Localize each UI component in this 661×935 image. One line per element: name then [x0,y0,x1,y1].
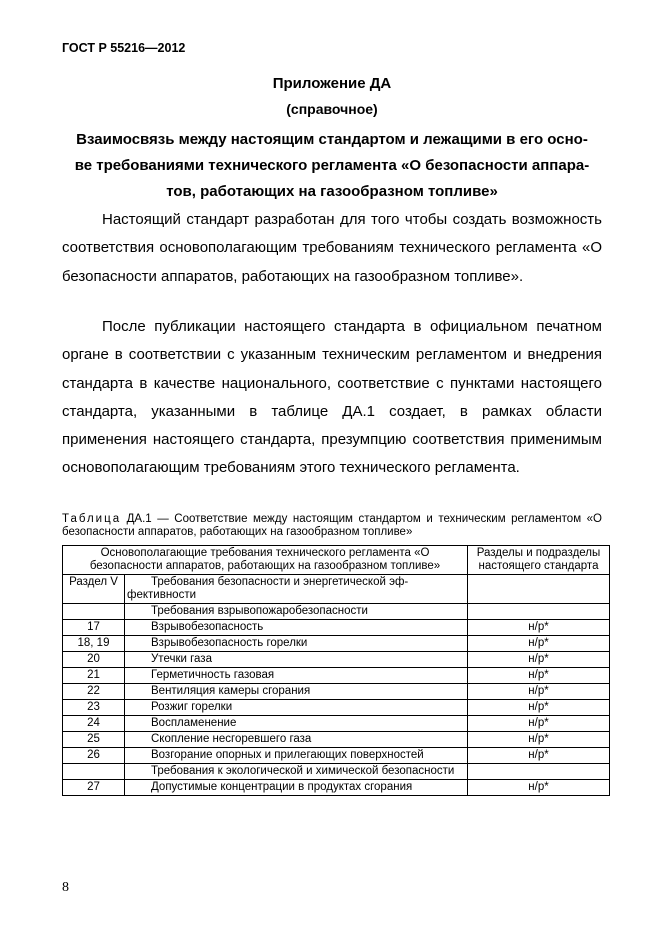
table-cell-requirement [125,684,468,700]
table-cell-standard-reference: н/р* [468,780,610,796]
table-cell-standard-reference: н/р* [468,636,610,652]
table-row [63,604,610,620]
table-header-requirements: Основополагающие требования технического регламента «О безопасности аппаратов, работающих на газообразном топливе» [63,546,468,575]
table-cell-requirement [125,780,468,796]
requirement-text: Возгорание опорных и прилегающих поверхностей [151,749,424,761]
table-caption-label: Таблица [62,513,122,525]
table-cell-requirement [125,748,468,764]
table-body [63,575,610,796]
table-cell-requirement [125,716,468,732]
correspondence-table [62,545,610,796]
table-cell-standard-reference [468,764,610,780]
table-cell-requirement [125,575,468,604]
table-row [63,668,610,684]
table-caption-text: ДА.1 — Соответствие между настоящим стандартом и техническим регламентом «О безопасности аппаратов, работающих на газообразном топливе» [62,513,602,538]
table-row [63,780,610,796]
requirement-text: Допустимые концентрации в продуктах сгорания [151,781,413,793]
table-caption [62,513,602,539]
table-cell-section: 20 [63,652,125,668]
table-cell-requirement [125,652,468,668]
table-cell-standard-reference: н/р* [468,732,610,748]
table-cell-section: 18, 19 [63,636,125,652]
table-header-sections: Разделы и подразделы настоящего стандарта [468,546,610,575]
appendix-heading-line: ве требованиями технического регламента «О безопасности аппара- [74,157,590,174]
table-cell-requirement [125,604,468,620]
table-header-row [63,546,610,575]
appendix-heading [62,127,602,205]
table-cell-standard-reference [468,575,610,604]
table-row [63,716,610,732]
table-cell-standard-reference: н/р* [468,684,610,700]
table-cell-section [63,604,125,620]
table-cell-requirement [125,636,468,652]
requirement-text: Требования к экологической и химической безопасности [151,765,455,777]
requirement-text: Утечки газа [151,653,212,665]
appendix-subtitle: (справочное) [286,101,378,117]
table-row [63,700,610,716]
table-row [63,652,610,668]
table-cell-requirement [125,620,468,636]
table-cell-section: 22 [63,684,125,700]
table-cell-standard-reference [468,604,610,620]
requirement-text: Герметичность газовая [151,669,275,681]
page-number: 8 [62,880,69,895]
table-row [63,764,610,780]
requirement-text: Требования взрывопожаробезопасности [151,605,368,617]
document-code: ГОСТ Р 55216—2012 [62,41,186,55]
table-row [63,748,610,764]
appendix-heading-line: тов, работающих на газообразном топливе» [166,183,498,200]
table-row [63,684,610,700]
table-cell-requirement [125,764,468,780]
requirement-text: Воспламенение [151,717,237,729]
requirement-text: Скопление несгоревшего газа [151,733,312,745]
table-cell-section: 23 [63,700,125,716]
table-cell-section [63,764,125,780]
table-row [63,732,610,748]
table-cell-standard-reference: н/р* [468,748,610,764]
paragraph-purpose: Настоящий стандарт разработан для того чтобы создать возможность соответствия основополагающим требованиям технического регламента «О безопасности аппаратов, работающих на газообразном топливе». [62,211,602,285]
table-cell-section: 21 [63,668,125,684]
table-cell-standard-reference: н/р* [468,620,610,636]
requirement-text: Взрывобезопасность [151,621,264,633]
table-cell-requirement [125,700,468,716]
table-row [63,620,610,636]
table-row [63,636,610,652]
table-cell-requirement [125,668,468,684]
table-cell-requirement [125,732,468,748]
appendix-title: Приложение ДА [272,75,392,92]
table-cell-section: 26 [63,748,125,764]
requirement-text: Требования безопасности и энергетической эффективности [127,576,409,601]
paragraph-presumption: После публикации настоящего стандарта в официальном печатном органе в соответствии с указанным техническим регламентом и внедрения стандарта в качестве национального, соответствие с пунктами настоящего стандарта, указанными в таблице ДА.1 создает, в рамках области применения настоящего стандарта, презумпцию соответствия применимым основополагающим требованиям этого технического регламента. [62,318,602,477]
requirement-text: Розжиг горелки [151,701,233,713]
table-cell-standard-reference: н/р* [468,652,610,668]
table-cell-section: 17 [63,620,125,636]
table-cell-standard-reference: н/р* [468,716,610,732]
table-cell-section: 24 [63,716,125,732]
table-cell-section: Раздел V [63,575,125,604]
table-row [63,575,610,604]
table-cell-section: 25 [63,732,125,748]
table-cell-section: 27 [63,780,125,796]
requirement-text: Вентиляция камеры сгорания [151,685,311,697]
requirement-text: Взрывобезопасность горелки [151,637,308,649]
appendix-heading-line: Взаимосвязь между настоящим стандартом и лежащими в его осно- [76,131,588,148]
table-cell-standard-reference: н/р* [468,668,610,684]
table-cell-standard-reference: н/р* [468,700,610,716]
